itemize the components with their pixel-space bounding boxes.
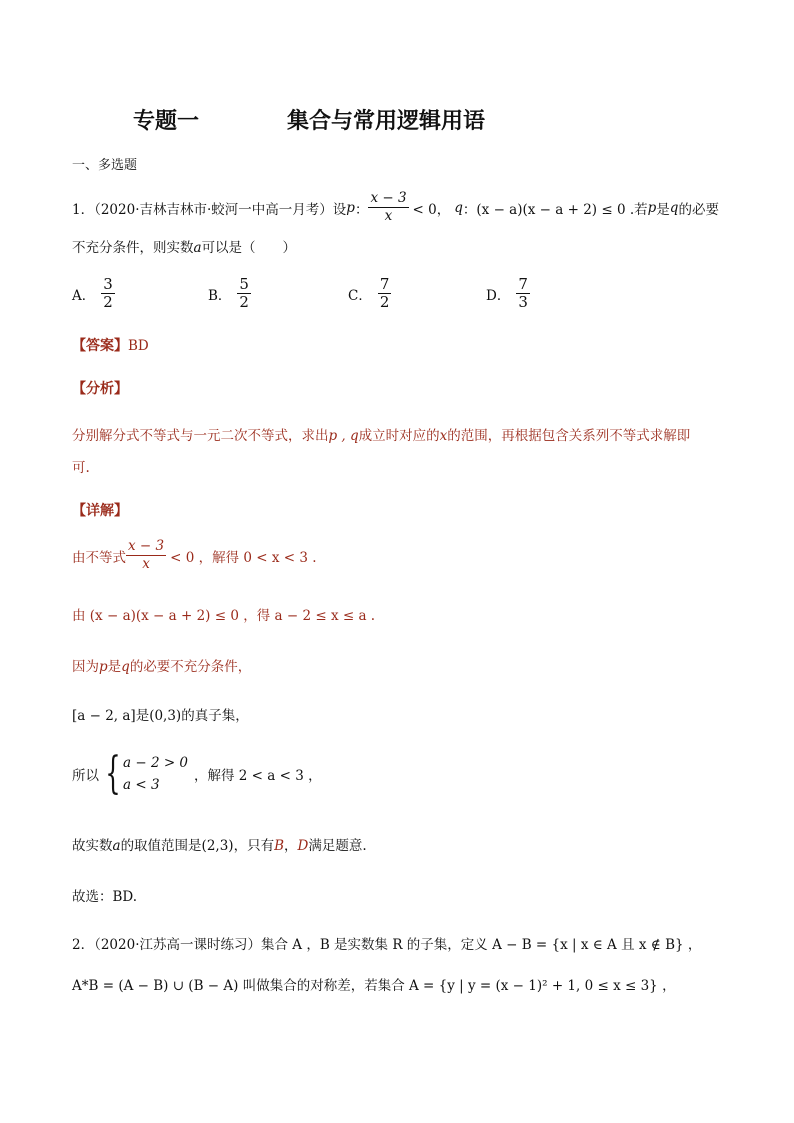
option-fraction xyxy=(516,276,530,311)
var-pq: p , q xyxy=(328,428,359,444)
colon: ： xyxy=(354,201,369,218)
text: 不充分条件，则实数 xyxy=(72,240,194,256)
option-fraction xyxy=(378,276,392,311)
numerator: 5 xyxy=(239,275,249,293)
analysis-line-1 xyxy=(72,424,690,444)
option-a[interactable] xyxy=(72,276,115,311)
denominator: 2 xyxy=(239,293,249,311)
detail-step-1 xyxy=(72,538,317,573)
var-x: x xyxy=(439,428,448,444)
detail-step-3 xyxy=(72,655,251,675)
question-1-source: 1．（2020·吉林吉林市·蛟河一中高一月考）设 xyxy=(72,201,347,218)
answer-tag: 【答案】 xyxy=(72,338,128,354)
detail-step-4: [a − 2, a]是(0,3)的真子集， xyxy=(72,708,249,724)
inequality-system xyxy=(123,752,188,796)
option-d[interactable] xyxy=(486,276,530,311)
fraction-x-minus-3-over-x xyxy=(126,538,166,573)
option-b[interactable] xyxy=(208,276,251,311)
numerator: x − 3 xyxy=(128,538,165,554)
var-q: q xyxy=(454,199,463,216)
denominator: 2 xyxy=(379,293,390,311)
case-2: a < 3 xyxy=(123,777,160,793)
numerator: 7 xyxy=(379,275,390,293)
text: 由不等式 xyxy=(72,549,126,566)
question-1-line-2 xyxy=(72,236,296,256)
fraction-numerator: x − 3 xyxy=(370,190,407,206)
less-than-zero: < 0， xyxy=(412,201,451,218)
denominator: 3 xyxy=(518,293,528,311)
question-2-line-2: A*B = (A − B) ∪ (B − A) 叫做集合的对称差，若集合 A = {y | y = (x − 1)² + 1, 0 ≤ x ≤ 3} ， xyxy=(72,978,676,994)
var-q: q xyxy=(121,659,130,675)
var-p: p xyxy=(346,199,355,216)
text: 故实数 xyxy=(72,838,113,854)
question-2-line-1: 2．（2020·江苏高一课时练习）集合 A ，B 是实数集 R 的子集，定义 A − B = {x | x ∈ A 且 x ∉ B} ， xyxy=(72,937,702,953)
text: 的必要不充分条件， xyxy=(129,659,252,675)
denominator: 2 xyxy=(103,293,113,311)
analysis-tag: 【分析】 xyxy=(72,381,128,397)
answer-line xyxy=(72,335,149,355)
option-fraction xyxy=(101,276,115,311)
text: 满足题意. xyxy=(308,838,367,854)
q-expression: ：(x − a)(x − a + 2) ≤ 0 .若 xyxy=(462,201,648,218)
section-heading: 一、多选题 xyxy=(72,158,138,173)
text: < 0 ，解得 0 < x < 3 . xyxy=(170,549,317,566)
detail-step-6 xyxy=(72,834,367,854)
fraction-denominator: x xyxy=(384,208,393,224)
text: 是 xyxy=(107,659,122,675)
text: 分别解分式不等式与一元二次不等式，求出 xyxy=(72,428,329,444)
answer-value: BD xyxy=(128,338,149,354)
text: 可以是（ ） xyxy=(201,240,297,256)
text-tail: 的必要 xyxy=(678,201,719,218)
var-p: p xyxy=(647,199,657,216)
denominator: x xyxy=(142,556,150,572)
text: 成立时对应的 xyxy=(358,428,440,444)
option-label: C． xyxy=(348,287,372,304)
page-title: 集合与常用逻辑用语 xyxy=(287,109,486,134)
option-b-ref: B xyxy=(274,838,284,854)
option-d-ref: D xyxy=(297,838,309,854)
text: ，解得 2 < a < 3 ， xyxy=(194,768,322,784)
option-fraction xyxy=(237,276,251,311)
fraction-x-minus-3-over-x xyxy=(368,190,408,225)
case-1: a − 2 > 0 xyxy=(123,755,189,771)
option-label: B． xyxy=(208,287,232,304)
option-c[interactable] xyxy=(348,276,391,311)
var-a: a xyxy=(193,240,202,256)
analysis-line-2: 可. xyxy=(72,460,90,476)
detail-tag: 【详解】 xyxy=(72,503,128,519)
text: 因为 xyxy=(72,659,99,675)
text: 的范围，再根据包含关系列不等式求解即 xyxy=(447,428,691,444)
text: 所以 xyxy=(72,768,99,784)
numerator: 3 xyxy=(103,275,113,293)
title-left: 专题一 xyxy=(133,109,200,134)
option-label: D． xyxy=(486,287,511,304)
detail-step-2: 由 (x − a)(x − a + 2) ≤ 0 ，得 a − 2 ≤ x ≤ a . xyxy=(72,608,376,624)
separator: ， xyxy=(284,838,298,854)
question-1-line-1 xyxy=(72,190,719,225)
var-a: a xyxy=(112,838,121,854)
detail-step-7: 故选：BD. xyxy=(72,889,138,905)
var-q: q xyxy=(669,199,679,216)
var-p: p xyxy=(99,659,108,675)
left-brace-icon: { xyxy=(105,748,121,799)
text: 的取值范围是(2,3)，只有 xyxy=(120,838,275,854)
option-label: A． xyxy=(72,287,96,304)
text-is: 是 xyxy=(656,201,670,218)
detail-step-5 xyxy=(72,748,322,799)
numerator: 7 xyxy=(518,275,528,293)
